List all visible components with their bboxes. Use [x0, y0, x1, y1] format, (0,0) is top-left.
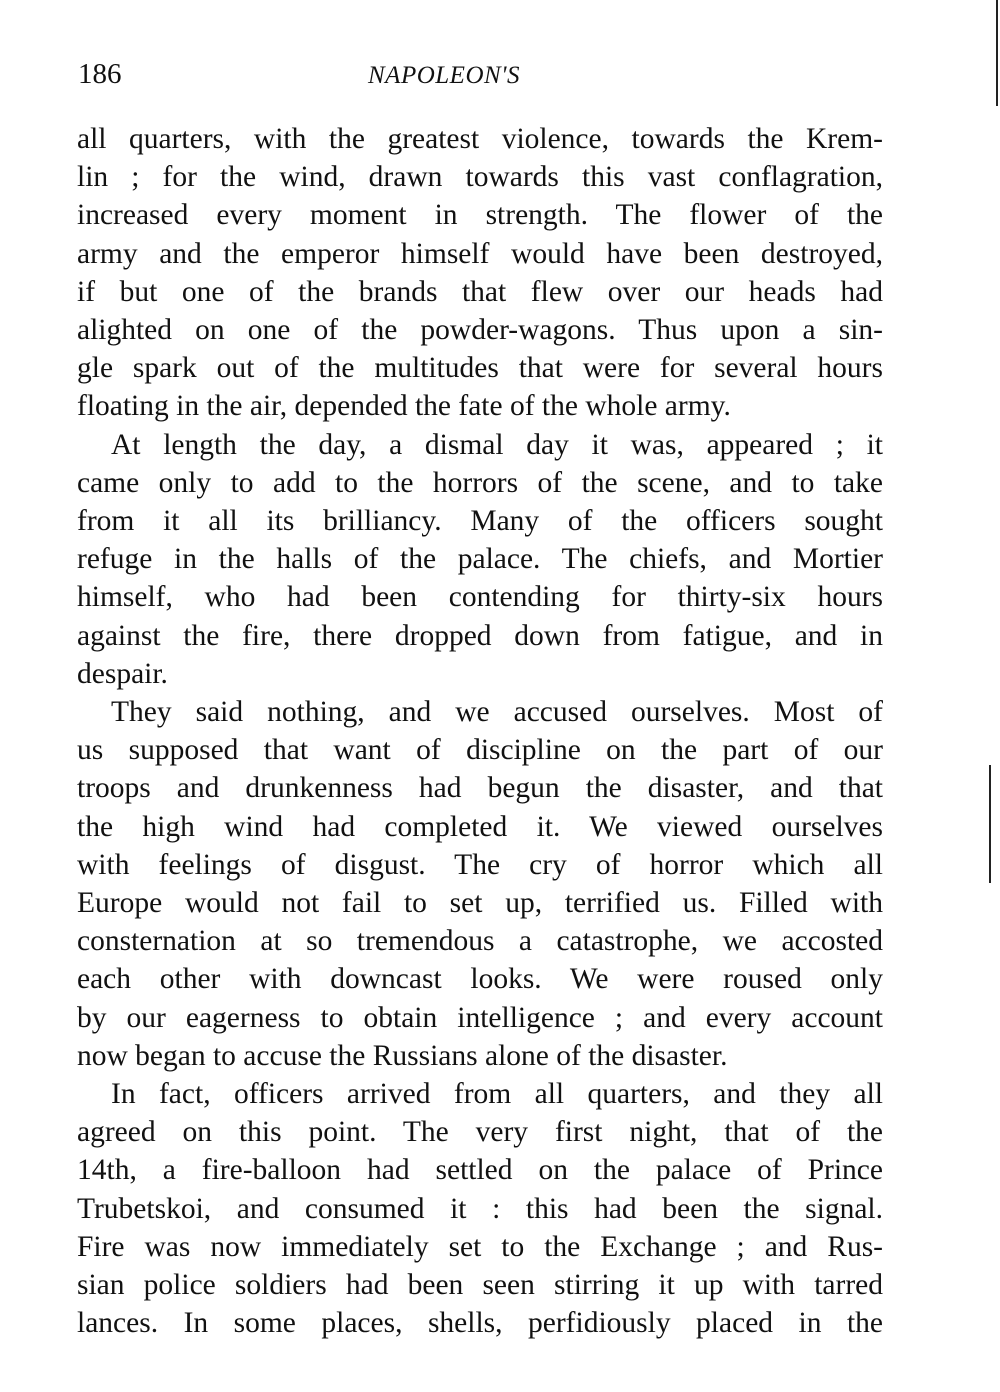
text-line: from it all its brilliancy. Many of the officers sought — [77, 505, 883, 537]
text-line: army and the emperor himself would have been destroyed, — [77, 237, 883, 270]
text-line: lances. In some places, shells, perfidiously placed in the — [77, 1307, 883, 1340]
text-line: In fact, officers arrived from all quarters, and they all — [111, 1078, 883, 1110]
text-line: against the fire, there dropped down from fatigue, and in — [77, 619, 883, 652]
running-head: NAPOLEON'S — [368, 62, 521, 89]
text-line: troops and drunkenness had begun the disaster, and that — [77, 772, 883, 805]
text-line: by our eagerness to obtain intelligence ; and every account — [77, 1001, 883, 1034]
text-line: 14th, a fire-balloon had settled on the palace of Prince — [77, 1154, 883, 1187]
text-line: gle spark out of the multitudes that were for several hours — [77, 352, 883, 385]
text-line: us supposed that want of discipline on the part of our — [77, 734, 883, 767]
scan-edge-mark — [996, 0, 998, 106]
text-line: Fire was now immediately set to the Exchange ; and Rus- — [77, 1230, 883, 1263]
text-line: consternation at so tremendous a catastrophe, we accosted — [77, 925, 883, 958]
text-line: At length the day, a dismal day it was, appeared ; it — [111, 428, 883, 461]
text-line: if but one of the brands that flew over our heads had — [77, 275, 883, 308]
text-line: sian police soldiers had been seen stirring it up with tarred — [77, 1269, 883, 1301]
text-line: agreed on this point. The very first night, that of the — [77, 1116, 883, 1149]
text-line: the high wind had completed it. We viewed ourselves — [77, 810, 883, 843]
text-line: Europe would not fail to set up, terrified us. Filled with — [77, 887, 883, 919]
page-number: 186 — [78, 58, 122, 90]
text-line: Trubetskoi, and consumed it : this had been the signal. — [77, 1192, 883, 1225]
text-line: They said nothing, and we accused ourselves. Most of — [111, 696, 883, 728]
text-line: alighted on one of the powder-wagons. Thus upon a sin- — [77, 314, 883, 346]
text-line: floating in the air, depended the fate of the whole army. — [77, 390, 731, 423]
text-line: each other with downcast looks. We were roused only — [77, 963, 883, 996]
text-line: increased every moment in strength. The flower of the — [77, 199, 883, 232]
text-line: refuge in the halls of the palace. The chiefs, and Mortier — [77, 543, 883, 576]
text-line: now began to accuse the Russians alone of the disaster. — [77, 1039, 728, 1072]
text-line: despair. — [77, 657, 168, 690]
text-line: himself, who had been contending for thirty-six hours — [77, 581, 883, 614]
text-line: all quarters, with the greatest violence, towards the Krem- — [77, 123, 883, 155]
scan-edge-mark — [989, 765, 991, 883]
text-line: came only to add to the horrors of the scene, and to take — [77, 466, 883, 499]
text-line: with feelings of disgust. The cry of horror which all — [77, 848, 883, 881]
text-line: lin ; for the wind, drawn towards this vast conflagration, — [77, 161, 883, 194]
